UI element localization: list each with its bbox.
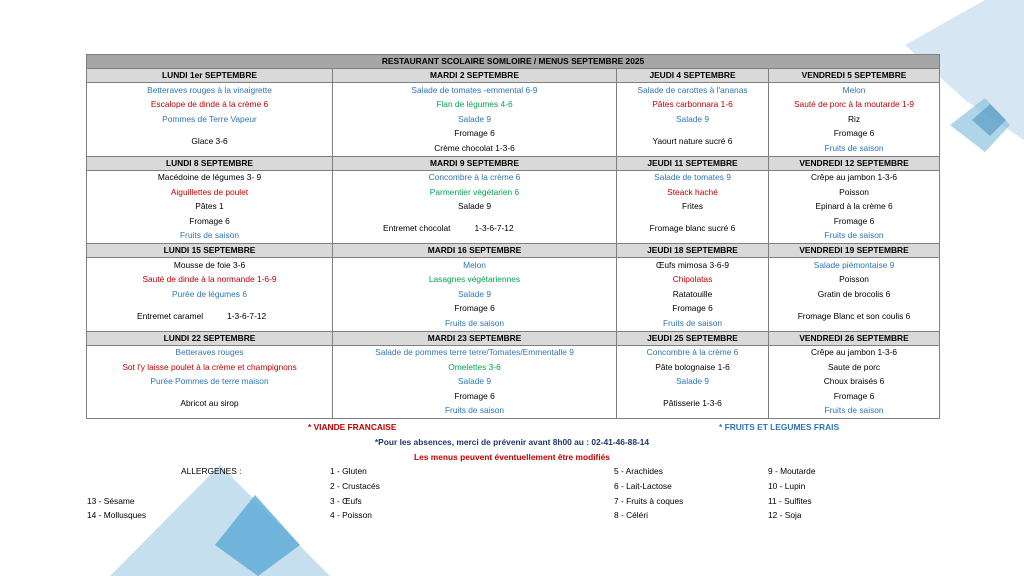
menu-item: Flan de légumes 4-6 bbox=[333, 98, 617, 113]
menu-item: Gratin de brocolis 6 bbox=[769, 287, 940, 302]
menu-item: Fromage 6 bbox=[769, 389, 940, 404]
menu-item: Abricot au sirop bbox=[87, 389, 333, 419]
allergen-item: 1 - Gluten bbox=[330, 466, 367, 476]
menu-item: Fromage 6 bbox=[333, 389, 617, 404]
allergen-item: 3 - Œufs bbox=[330, 496, 362, 506]
allergen-item: 14 - Mollusques bbox=[87, 510, 147, 520]
menu-item: Salade 9 bbox=[333, 287, 617, 302]
menu-item: Salade 9 bbox=[617, 112, 769, 127]
day-header: LUNDI 15 SEPTEMBRE bbox=[87, 244, 333, 258]
menu-item: Poisson bbox=[769, 185, 940, 200]
allergen-item: 4 - Poisson bbox=[330, 510, 372, 520]
allergen-item: 12 - Soja bbox=[768, 510, 802, 520]
day-header: MARDI 16 SEPTEMBRE bbox=[333, 244, 617, 258]
menu-item-allergens: 1-3-6-7-12 bbox=[227, 310, 267, 321]
allergen-item: 11 - Sulfites bbox=[768, 496, 812, 506]
menu-item: Epinard à la crème 6 bbox=[769, 200, 940, 215]
menu-item: Fromage Blanc et son coulis 6 bbox=[769, 302, 940, 332]
menu-item: Macédoine de légumes 3- 9 bbox=[87, 170, 333, 185]
allergen-item: 9 - Moutarde bbox=[768, 466, 816, 476]
day-header: JEUDI 18 SEPTEMBRE bbox=[617, 244, 769, 258]
menu-item: Fruits de saison bbox=[333, 404, 617, 419]
menu-item: Fromage blanc sucré 6 bbox=[617, 214, 769, 244]
menu-item: Poisson bbox=[769, 273, 940, 288]
day-header: JEUDI 25 SEPTEMBRE bbox=[617, 331, 769, 345]
menu-title: RESTAURANT SCOLAIRE SOMLOIRE / MENUS SEPTEMBRE 2025 bbox=[87, 55, 940, 69]
day-header: LUNDI 22 SEPTEMBRE bbox=[87, 331, 333, 345]
absence-note: *Pour les absences, merci de prévenir avant 8h00 au : 02-41-46-88-14 bbox=[374, 437, 650, 447]
menu-item: Betteraves rouges bbox=[87, 345, 333, 360]
menu-item: Pâte bolognaise 1-6 bbox=[617, 360, 769, 375]
menu-item: Fromage 6 bbox=[769, 214, 940, 229]
allergen-item: 8 - Céléri bbox=[614, 510, 648, 520]
menu-item: Salade 9 bbox=[333, 200, 617, 215]
menu-item: Betteraves rouges à la vinaigrette bbox=[87, 83, 333, 98]
day-header: LUNDI 8 SEPTEMBRE bbox=[87, 156, 333, 170]
day-header-row bbox=[87, 69, 940, 83]
day-header-row bbox=[87, 244, 940, 258]
menu-item: Aiguillettes de poulet bbox=[87, 185, 333, 200]
menu-item: Œufs mimosa 3-6-9 bbox=[617, 258, 769, 273]
menu-item: Salade 9 bbox=[617, 375, 769, 390]
menu-item: Lasagnes végétariennes bbox=[333, 273, 617, 288]
menu-item: Sauté de dinde à la normande 1-6-9 bbox=[87, 273, 333, 288]
menu-item: Fromage 6 bbox=[769, 127, 940, 142]
legend-fruits: * FRUITS ET LEGUMES FRAIS bbox=[719, 422, 840, 432]
allergen-item: 10 - Lupin bbox=[768, 481, 806, 491]
menu-item: Pâtes carbonnara 1-6 bbox=[617, 98, 769, 113]
menu-item: Concombre à la crème 6 bbox=[333, 170, 617, 185]
menu-item: Frites bbox=[617, 200, 769, 215]
menu-item: Steack haché bbox=[617, 185, 769, 200]
menu-item bbox=[333, 214, 617, 244]
day-header-row bbox=[87, 331, 940, 345]
menu-item: Saute de porc bbox=[769, 360, 940, 375]
allergen-item: 6 - Lait-Lactose bbox=[614, 481, 672, 491]
menu-item: Ratatouille bbox=[617, 287, 769, 302]
menu-item bbox=[87, 302, 333, 332]
menu-item: Salade piémontaise 9 bbox=[769, 258, 940, 273]
day-header: MARDI 2 SEPTEMBRE bbox=[333, 69, 617, 83]
day-header: VENDREDI 12 SEPTEMBRE bbox=[769, 156, 940, 170]
allergens-label: ALLERGENES : bbox=[181, 466, 242, 476]
menu-item: Pâtisserie 1-3-6 bbox=[617, 389, 769, 419]
menu-item: Fromage 6 bbox=[617, 302, 769, 317]
menu-item: Mousse de foie 3-6 bbox=[87, 258, 333, 273]
menu-item-allergens: 1-3-6-7-12 bbox=[474, 223, 514, 233]
menu-item: Crêpe au jambon 1-3-6 bbox=[769, 345, 940, 360]
menu-item: Salade de tomates -emmental 6-9 bbox=[333, 83, 617, 98]
menu-item: Fruits de saison bbox=[769, 229, 940, 244]
menu-item: Escalope de dinde à la crème 6 bbox=[87, 98, 333, 113]
day-header: JEUDI 11 SEPTEMBRE bbox=[617, 156, 769, 170]
menu-item: Purée Pommes de terre maison bbox=[87, 375, 333, 390]
menu-item: Riz bbox=[769, 112, 940, 127]
menu-item: Fruits de saison bbox=[769, 404, 940, 419]
menu-item: Purée de légumes 6 bbox=[87, 287, 333, 302]
menu-item-label: Entremet caramel bbox=[137, 310, 204, 321]
menu-item: Salade 9 bbox=[333, 112, 617, 127]
day-header: LUNDI 1er SEPTEMBRE bbox=[87, 69, 333, 83]
menu-item: Salade de pommes terre terre/Tomates/Emmentalle 9 bbox=[333, 345, 617, 360]
menu-item: Pommes de Terre Vapeur bbox=[87, 112, 333, 127]
menu-item: Concombre à la crème 6 bbox=[617, 345, 769, 360]
menu-item: Yaourt nature sucré 6 bbox=[617, 127, 769, 157]
legend-viande: * VIANDE FRANCAISE bbox=[308, 422, 397, 432]
menu-item: Choux braisés 6 bbox=[769, 375, 940, 390]
menu-item: Chipolatas bbox=[617, 273, 769, 288]
menu-item: Fromage 6 bbox=[333, 127, 617, 142]
allergen-item: 13 - Sésame bbox=[87, 496, 135, 506]
day-header-row bbox=[87, 156, 940, 170]
allergen-item: 7 - Fruits à coques bbox=[614, 496, 684, 506]
day-header: MARDI 9 SEPTEMBRE bbox=[333, 156, 617, 170]
menu-item: Omelettes 3-6 bbox=[333, 360, 617, 375]
menu-item: Fruits de saison bbox=[617, 316, 769, 331]
menu-item: Fromage 6 bbox=[87, 214, 333, 229]
day-header: VENDREDI 19 SEPTEMBRE bbox=[769, 244, 940, 258]
day-header: MARDI 23 SEPTEMBRE bbox=[333, 331, 617, 345]
menu-item: Salade de carottes à l'ananas bbox=[617, 83, 769, 98]
menu-item: Pâtes 1 bbox=[87, 200, 333, 215]
modification-note: Les menus peuvent éventuellement être modifiés bbox=[414, 452, 610, 462]
day-header: JEUDI 4 SEPTEMBRE bbox=[617, 69, 769, 83]
menu-item: Melon bbox=[769, 83, 940, 98]
menu-item: Glace 3-6 bbox=[87, 127, 333, 157]
day-header: VENDREDI 5 SEPTEMBRE bbox=[769, 69, 940, 83]
menu-item: Salade de tomates 9 bbox=[617, 170, 769, 185]
allergen-item: 2 - Crustacés bbox=[330, 481, 380, 491]
menu-item: Parmentier végétarien 6 bbox=[333, 185, 617, 200]
menu-item: Fruits de saison bbox=[333, 316, 617, 331]
menu-item: Fromage 6 bbox=[333, 302, 617, 317]
menu-item-label: Entremet chocolat bbox=[383, 223, 451, 233]
menu-item: Salade 9 bbox=[333, 375, 617, 390]
deco-diamond-bottom-left bbox=[110, 465, 330, 576]
menu-item: Fruits de saison bbox=[87, 229, 333, 244]
menu-table bbox=[86, 54, 940, 419]
menu-item: Sot l'y laisse poulet à la crème et champignons bbox=[87, 360, 333, 375]
menu-item: Fruits de saison bbox=[769, 141, 940, 156]
menu-item: Crêpe au jambon 1-3-6 bbox=[769, 170, 940, 185]
allergen-item: 5 - Arachides bbox=[614, 466, 663, 476]
menu-item: Crème chocolat 1-3-6 bbox=[333, 141, 617, 156]
day-header: VENDREDI 26 SEPTEMBRE bbox=[769, 331, 940, 345]
menu-item: Sauté de porc à la moutarde 1-9 bbox=[769, 98, 940, 113]
menu-item: Melon bbox=[333, 258, 617, 273]
